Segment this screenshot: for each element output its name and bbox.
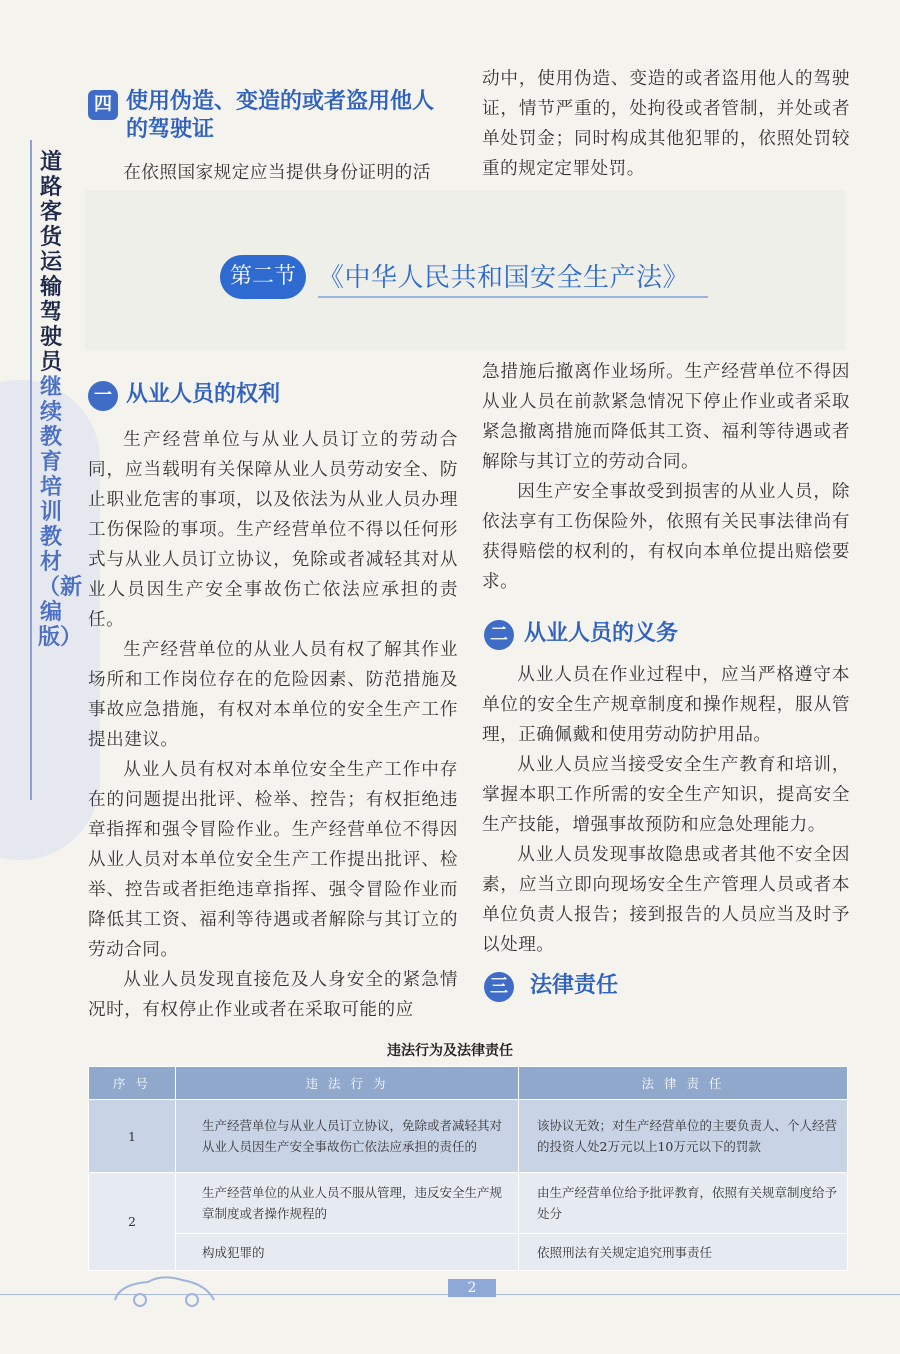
table-row <box>89 1173 848 1234</box>
top-left-paragraph <box>88 158 458 188</box>
heading-rights: 从业人员的权利 <box>126 382 281 407</box>
page-number: 2 <box>448 1279 496 1297</box>
row-violation: 构成犯罪的 <box>176 1234 519 1271</box>
heading-duties: 从业人员的义务 <box>524 621 679 646</box>
heading-number-2: 二 <box>484 620 514 650</box>
paragraph: 从业人员发现事故隐患或者其他不安全因素，应当立即向现场安全生产管理人员或者本单位负责人报告；接到报告的人员应当及时予以处理。 <box>482 845 850 955</box>
heading-line2: 的驾驶证 <box>126 117 215 142</box>
right-column-text-b <box>482 660 850 960</box>
car-outline-icon <box>110 1270 220 1310</box>
row-liability: 由生产经营单位给予批评教育，依照有关规章制度给予处分 <box>519 1173 848 1234</box>
row-number: 1 <box>89 1100 176 1173</box>
paragraph: 生产经营单位的从业人员有权了解其作业场所和工作岗位存在的危险因素、防范措施及事故应急措施，有权对本单位的安全生产工作提出建议。 <box>88 640 458 750</box>
spine-rule <box>30 140 32 800</box>
table-row <box>89 1234 848 1271</box>
paragraph: 从业人员应当接受安全生产教育和培训，掌握本职工作所需的安全生产知识，提高安全生产技能，增强事故预防和应急处理能力。 <box>482 755 850 835</box>
section-title-underline <box>318 296 708 298</box>
row-number: 2 <box>89 1173 176 1271</box>
spine-title-part2: 继续教育培训教材 <box>39 374 62 575</box>
table-caption: 违法行为及法律责任 <box>387 1043 513 1059</box>
spine-title-part3: （新编版） <box>38 574 83 650</box>
row-violation: 生产经营单位与从业人员订立协议，免除或者减轻其对从业人员因生产安全事故伤亡依法应承担的责任的 <box>176 1100 519 1173</box>
heading-forged-license <box>126 88 466 144</box>
heading-number-3: 三 <box>484 972 514 1002</box>
header-liability: 法 律 责 任 <box>519 1067 848 1100</box>
left-column-text <box>88 425 458 1025</box>
header-violation: 违 法 行 为 <box>176 1067 519 1100</box>
paragraph: 急措施后撤离作业场所。生产经营单位不得因从业人员在前款紧急情况下停止作业或者采取紧急撤离措施而降低其工资、福利等待遇或者解除与其订立的劳动合同。 <box>482 362 850 472</box>
left-margin-band <box>0 0 83 1354</box>
paragraph: 生产经营单位与从业人员订立的劳动合同，应当载明有关保障从业人员劳动安全、防止职业危害的事项，以及依法为从业人员办理工伤保险的事项。生产经营单位不得以任何形式与从业人员订立协议，免除或者减轻其对从业人员因生产安全事故伤亡依法应承担的责任。 <box>88 430 458 630</box>
top-right-paragraph <box>482 64 850 184</box>
paragraph: 从业人员发现直接危及人身安全的紧急情况时，有权停止作业或者在采取可能的应 <box>88 970 458 1020</box>
table-row <box>89 1100 848 1173</box>
section-badge: 第二节 <box>220 255 306 299</box>
header-number: 序 号 <box>89 1067 176 1100</box>
paragraph: 因生产安全事故受到损害的从业人员，除依法享有工伤保险外，依照有关民事法律尚有获得赔偿的权利的，有权向本单位提出赔偿要求。 <box>482 482 850 592</box>
right-column-text-a <box>482 357 850 597</box>
section-title: 《中华人民共和国安全生产法》 <box>318 263 690 293</box>
paragraph: 动中，使用伪造、变造的或者盗用他人的驾驶证，情节严重的，处拘役或者管制，并处或者单处罚金；同时构成其他犯罪的，依照处罚较重的规定定罪处罚。 <box>482 69 850 179</box>
paragraph: 从业人员有权对本单位安全生产工作中存在的问题提出批评、检举、控告；有权拒绝违章指挥和强令冒险作业。生产经营单位不得因从业人员对本单位安全生产工作提出批评、检举、控告或者拒绝违章指挥、强令冒险作业而降低其工资、福利等待遇或者解除与其订立的劳动合同。 <box>88 760 458 960</box>
book-spine-title <box>38 149 83 650</box>
spine-title-part1: 道路客货运输驾驶员 <box>39 149 62 375</box>
heading-number-4: 四 <box>88 90 118 120</box>
liability-table <box>88 1066 848 1271</box>
heading-number-1: 一 <box>88 381 118 411</box>
row-liability: 该协议无效；对生产经营单位的主要负责人、个人经营的投资人处2万元以上10万元以下的罚款 <box>519 1100 848 1173</box>
table-header-row <box>89 1067 848 1100</box>
row-liability: 依照刑法有关规定追究刑事责任 <box>519 1234 848 1271</box>
paragraph: 在依照国家规定应当提供身份证明的活 <box>123 163 431 183</box>
heading-legal-liability: 法律责任 <box>530 973 619 998</box>
paragraph: 从业人员在作业过程中，应当严格遵守本单位的安全生产规章制度和操作规程，服从管理，正确佩戴和使用劳动防护用品。 <box>482 665 850 745</box>
heading-line1: 使用伪造、变造的或者盗用他人 <box>126 89 435 114</box>
row-violation: 生产经营单位的从业人员不服从管理，违反安全生产规章制度或者操作规程的 <box>176 1173 519 1234</box>
